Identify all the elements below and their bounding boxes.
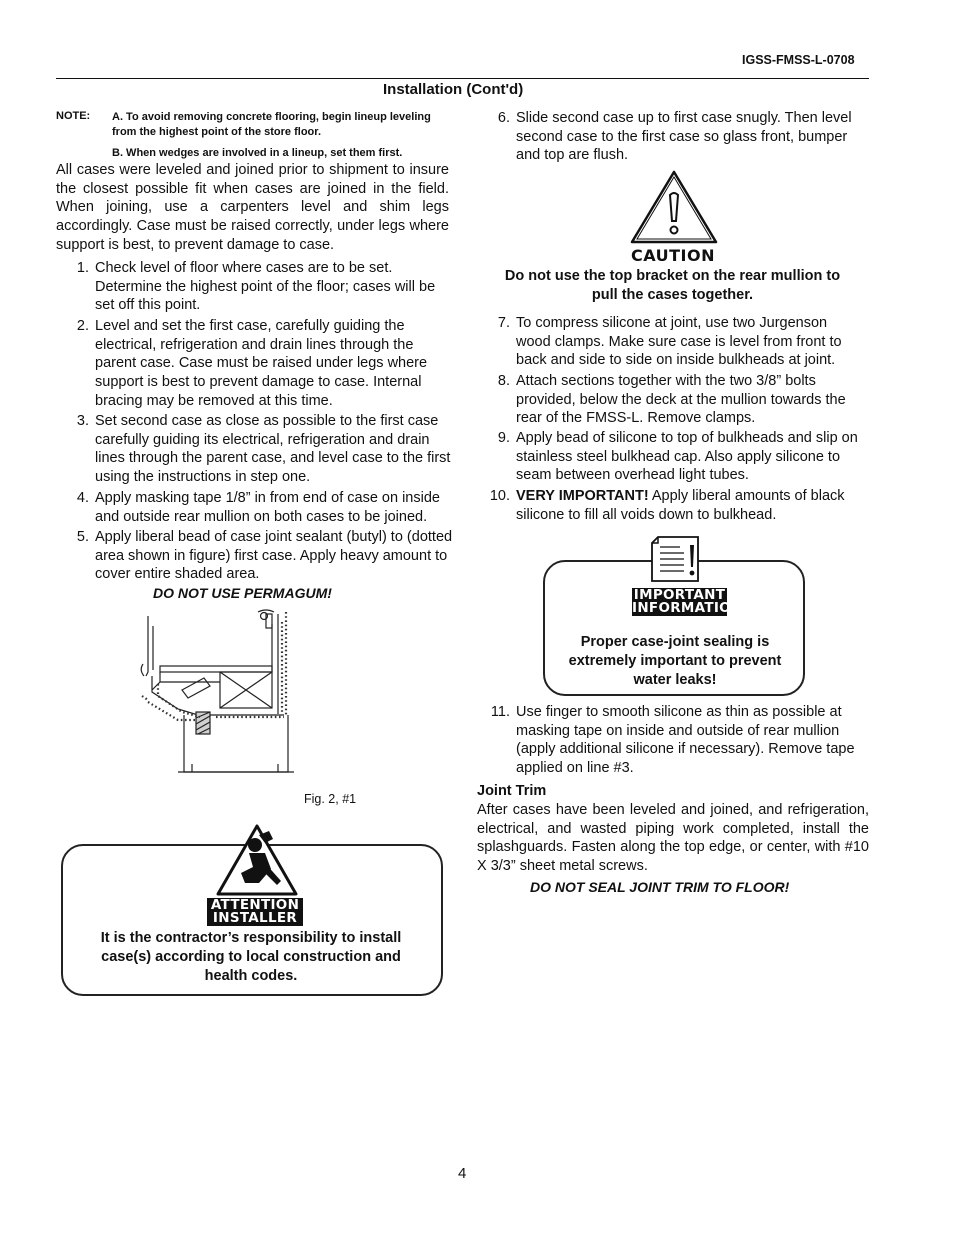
- page-number: 4: [458, 1165, 467, 1182]
- important-information-label: [632, 587, 743, 616]
- step-item: [497, 429, 871, 485]
- joint-trim-heading: Joint Trim: [477, 783, 547, 799]
- step-number: 5.: [76, 529, 89, 545]
- step-text: Level and set the first case, carefully guiding the electrical, refrigeration and drain lines through the parent case. Case must be raised under legs where support is best to prevent damage to case. Internal bracing may be removed at this time.: [95, 318, 428, 409]
- step-number: 9.: [497, 430, 510, 446]
- intro-paragraph: All cases were leveled and joined prior to shipment to insure the closest possible fit when cases are joined in the field. When joining, use a carpenters level and shim legs accordingly. Case must be raised correctly, under legs where support is best, to prevent damage to case.: [56, 162, 449, 253]
- step-number: 6.: [497, 110, 510, 126]
- step-number: 1.: [76, 260, 89, 276]
- step-item: [76, 317, 450, 411]
- step-item: [489, 487, 871, 524]
- caution-warning-icon: [629, 169, 719, 245]
- caution-text: Do not use the top bracket on the rear mullion to pull the cases together.: [504, 268, 841, 303]
- note-a: A. To avoid removing concrete flooring, begin lineup leveling from the highest point of the store floor.: [112, 111, 431, 138]
- permagum-warning: DO NOT USE PERMAGUM!: [153, 585, 332, 601]
- step-item: [497, 109, 871, 165]
- attention-label-line2: INSTALLER: [212, 910, 298, 926]
- important-label-line2: INFORMATION: [632, 600, 743, 616]
- step-number: 4.: [76, 490, 89, 506]
- figure-caption: Fig. 2, #1: [304, 792, 357, 806]
- step-number: 11.: [490, 704, 510, 720]
- step-item: [76, 528, 455, 584]
- header-rule: [56, 78, 869, 79]
- section-title: Installation (Cont'd): [383, 81, 524, 98]
- step-number: 10.: [489, 488, 510, 504]
- step-item: [76, 259, 455, 315]
- step-emphasis: VERY IMPORTANT!: [516, 488, 649, 504]
- installer-wrench-icon: [215, 823, 299, 897]
- step-text: Set second case as close as possible to the first case carefully guiding its electrical, refrigeration and drain lines through the parent case, and level case to the first using the instructions in step one.: [95, 413, 451, 486]
- note-b: B. When wedges are involved in a lineup, set them first.: [112, 147, 403, 159]
- step-item: [76, 412, 453, 487]
- step-text: Check level of floor where cases are to be set. Determine the highest point of the floor; cases will be set off this point.: [95, 260, 436, 314]
- step-number: 3.: [76, 413, 89, 429]
- attention-installer-text: It is the contractor’s responsibility to install case(s) according to local construction and health codes.: [100, 930, 402, 984]
- caution-label: CAUTION: [631, 246, 715, 265]
- attention-installer-label: [207, 898, 303, 926]
- important-information-text: Proper case-joint sealing is extremely important to prevent water leaks!: [568, 634, 782, 688]
- note-label: NOTE:: [56, 110, 91, 122]
- joint-trim-warning: DO NOT SEAL JOINT TRIM TO FLOOR!: [530, 879, 790, 895]
- step-text: Attach sections together with the two 3/8” bolts provided, below the deck at the mullion towards the rear of the FMSS-L. Remove clamps.: [516, 373, 846, 427]
- step-number: 8.: [497, 373, 510, 389]
- step-item: [76, 489, 457, 526]
- step-item: [497, 372, 871, 428]
- document-id: IGSS-FMSS-L-0708: [742, 53, 855, 67]
- joint-trim-paragraph: After cases have been leveled and joined, and refrigeration, electrical, and wasted piping work completed, install the splashguards. Fasten along the top edge, or center, with #10 X 3/3” sheet metal screws.: [477, 802, 869, 875]
- step-number: 2.: [76, 318, 89, 334]
- document-notice-icon: [648, 535, 706, 583]
- step-item: [490, 703, 866, 778]
- step-text: Use finger to smooth silicone as thin as possible at masking tape on inside and outside of rear mullion (apply additional silicone if necessary). Remove tape applied on line #3.: [516, 704, 855, 777]
- case-joint-figure: [138, 604, 300, 776]
- step-item: [497, 314, 861, 370]
- attention-label-line1: ATTENTION: [210, 897, 300, 913]
- step-text: Slide second case up to first case snugly. Then level second case to the first case so glass front, bumper and top are flush.: [516, 110, 852, 164]
- step-text: Apply liberal amounts of black silicone to fill all voids down to bulkhead.: [516, 488, 845, 523]
- step-text: Apply masking tape 1/8” in from end of case on inside and outside rear mullion on both cases to be joined.: [95, 490, 440, 525]
- step-text: Apply bead of silicone to top of bulkheads and slip on stainless steel bulkhead cap. Also apply silicone to seam between overhead light tubes.: [516, 430, 858, 484]
- step-number: 7.: [497, 315, 510, 331]
- step-text: Apply liberal bead of case joint sealant (butyl) to (dotted area shown in figure) first case. Apply heavy amount to cover entire shaded area.: [95, 529, 453, 583]
- step-text: To compress silicone at joint, use two Jurgenson wood clamps. Make sure case is level from front to back and side to side on inside bulkheads at joint.: [516, 315, 842, 369]
- important-label-line1: IMPORTANT: [633, 587, 726, 603]
